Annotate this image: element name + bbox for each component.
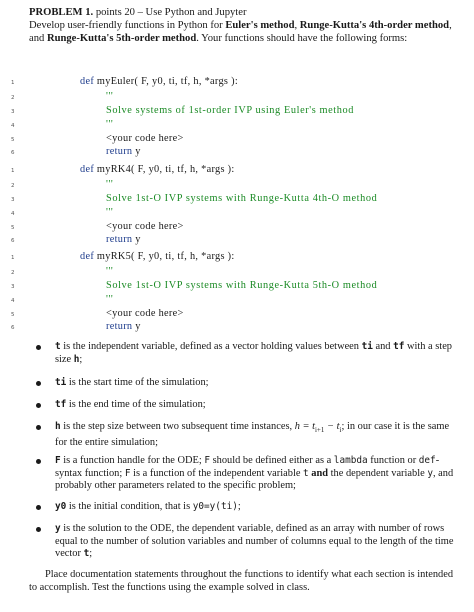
euler-method-name: Euler's method: [225, 20, 295, 32]
docstring: ''': [106, 91, 114, 102]
line-number: 4: [11, 211, 15, 217]
code-text: [106, 280, 377, 291]
code-text: [106, 234, 141, 245]
docstring: ''': [106, 207, 114, 218]
code-content: y: [132, 321, 141, 332]
bullet-dot: [36, 459, 41, 464]
code-text: [106, 294, 113, 305]
code-keyword: return: [106, 234, 133, 245]
line-number: 5: [11, 312, 15, 318]
line-number: 3: [11, 109, 15, 115]
bullet-dot: [36, 345, 41, 350]
code-text: [106, 221, 184, 232]
docstring: ''': [106, 119, 114, 130]
code-text: [80, 251, 235, 262]
line-number: 2: [11, 183, 15, 189]
code-text: [106, 193, 377, 204]
line-number: 6: [11, 325, 15, 331]
code-line: [0, 119, 474, 132]
bullet-dot: [36, 505, 41, 510]
code-line: [0, 164, 474, 177]
code-content: <your code here>: [106, 133, 184, 144]
line-number: 4: [11, 123, 15, 129]
code-line: [0, 133, 474, 146]
code-line: [0, 321, 474, 334]
code-line: [0, 146, 474, 159]
code-keyword: def: [80, 164, 95, 175]
docstring: ''': [106, 294, 114, 305]
bullet-dot: [36, 403, 41, 408]
problem-number: PROBLEM 1.: [29, 7, 94, 18]
line-number: 1: [11, 168, 15, 174]
line-number: 3: [11, 284, 15, 290]
code-keyword: return: [106, 321, 133, 332]
problem-heading: [29, 6, 459, 19]
code-content: myRK4( F, y0, ti, tf, h, *args ):: [94, 164, 235, 175]
problem-page: PROBLEM 1. points 20 – Use Python and Jupyter Develop user-friendly functions in Python for Euler's method, Runge-Kutta's 4th-order method, and Runge-Kutta's 5th-order method. Your functions should have the following forms: 1 def myEuler( F, y0, ti, tf, h, *args ): 2 ''' 3 Solve systems of 1st-order IVP using Euler's method 4 ''' 5 <your code here> 6 return y 1 def myRK4( F, y0, ti, tf, h, *args ): 2 ''' 3 Solve 1st-O IVP systems with Runge-Kutta 4th-O method 4 ''' 5 <your code here> 6 return y 1 def myRK5( F, y0, ti, tf, h, *args ): 2 ''' 3 Solve 1st-O IVP systems with Runge-Kutta 5th-O method 4 ''' 5 <your code here> 6 return y t is the independent variable, defined as a vector holding values between ti and tf with a step size h; ti is the start time of the simulation; tf is the end time of the simulation; h is the step size between two subsequent time instances, $h = t_{i+1} - t_i$; in our case it is the same for the entire simulation; F is a function handle for the ODE; F should be defined either as a lambda function or def-syntax function; F is a function of the independent variable t and the dependent variable y, and probably other parameters related to the specific problem; y0 is the initial condition, that is y0=y(ti); y is the solution to the ODE, the dependent variable, defined as an array with number of rows equal to the number of solution variables and number of columns equal to the length of the time vector t; Place documentation statements throughout the functions to identify what each section is intended to accomplish. Test the functions using the example solved in class.: [0, 0, 474, 612]
code-line: [0, 251, 474, 264]
line-number: 1: [11, 80, 15, 86]
code-text: [106, 119, 113, 130]
code-text: [106, 207, 113, 218]
code-keyword: return: [106, 146, 133, 157]
line-number: 5: [11, 225, 15, 231]
code-text: [106, 179, 113, 190]
code-text: [80, 76, 238, 87]
docstring: ''': [106, 179, 114, 190]
line-number: 2: [11, 270, 15, 276]
code-text: [106, 91, 113, 102]
code-line: [0, 221, 474, 234]
code-line: [0, 105, 474, 118]
code-content: y: [132, 234, 141, 245]
line-number: 4: [11, 298, 15, 304]
docstring: ''': [106, 266, 114, 277]
code-keyword: def: [80, 251, 95, 262]
docstring: Solve 1st-O IVP systems with Runge-Kutta 4th-O method: [106, 193, 378, 204]
bullet-dot: [36, 425, 41, 430]
code-content: myEuler( F, y0, ti, tf, h, *args ):: [94, 76, 238, 87]
line-number: 5: [11, 137, 15, 143]
code-line: [0, 308, 474, 321]
code-line: [0, 266, 474, 279]
line-number: 6: [11, 150, 15, 156]
docstring: Solve 1st-O IVP systems with Runge-Kutta 5th-O method: [106, 280, 378, 291]
code-content: myRK5( F, y0, ti, tf, h, *args ):: [94, 251, 235, 262]
problem-statement: [29, 6, 459, 46]
code-text: [106, 133, 184, 144]
rk4-method-name: Runge-Kutta's 4th-order method: [299, 20, 450, 32]
code-keyword: def: [80, 76, 95, 87]
code-line: [0, 294, 474, 307]
line-number: 2: [11, 95, 15, 101]
code-line: [0, 234, 474, 247]
code-line: [0, 179, 474, 192]
code-line: [0, 207, 474, 220]
bullet-dot: [36, 527, 41, 532]
line-number: 1: [11, 255, 15, 261]
line-number: 6: [11, 238, 15, 244]
problem-description: Develop user-friendly functions in Python for Euler's method, Runge-Kutta's 4th-order method, and Runge-Kutta's 5th-order method. Your functions should have the following forms:: [29, 20, 452, 45]
code-text: [106, 146, 141, 157]
code-content: y: [132, 146, 141, 157]
rk5-method-name: Runge-Kutta's 5th-order method: [46, 33, 197, 45]
code-content: <your code here>: [106, 308, 184, 319]
code-line: [0, 91, 474, 104]
code-text: [106, 321, 141, 332]
code-text: [80, 164, 235, 175]
docstring: Solve systems of 1st-order IVP using Euler's method: [106, 105, 355, 116]
problem-points: points 20 – Use Python and Jupyter: [95, 7, 247, 18]
code-content: <your code here>: [106, 221, 184, 232]
code-line: [0, 76, 474, 89]
line-number: 3: [11, 197, 15, 203]
bullet-dot: [36, 381, 41, 386]
code-text: [106, 105, 354, 116]
closing-paragraph: Place documentation statements throughout the functions to identify what each section is intended to accomplish. Test the functions using the example solved in class.: [29, 569, 454, 593]
code-line: [0, 280, 474, 293]
code-line: [0, 193, 474, 206]
code-text: [106, 266, 113, 277]
code-text: [106, 308, 184, 319]
